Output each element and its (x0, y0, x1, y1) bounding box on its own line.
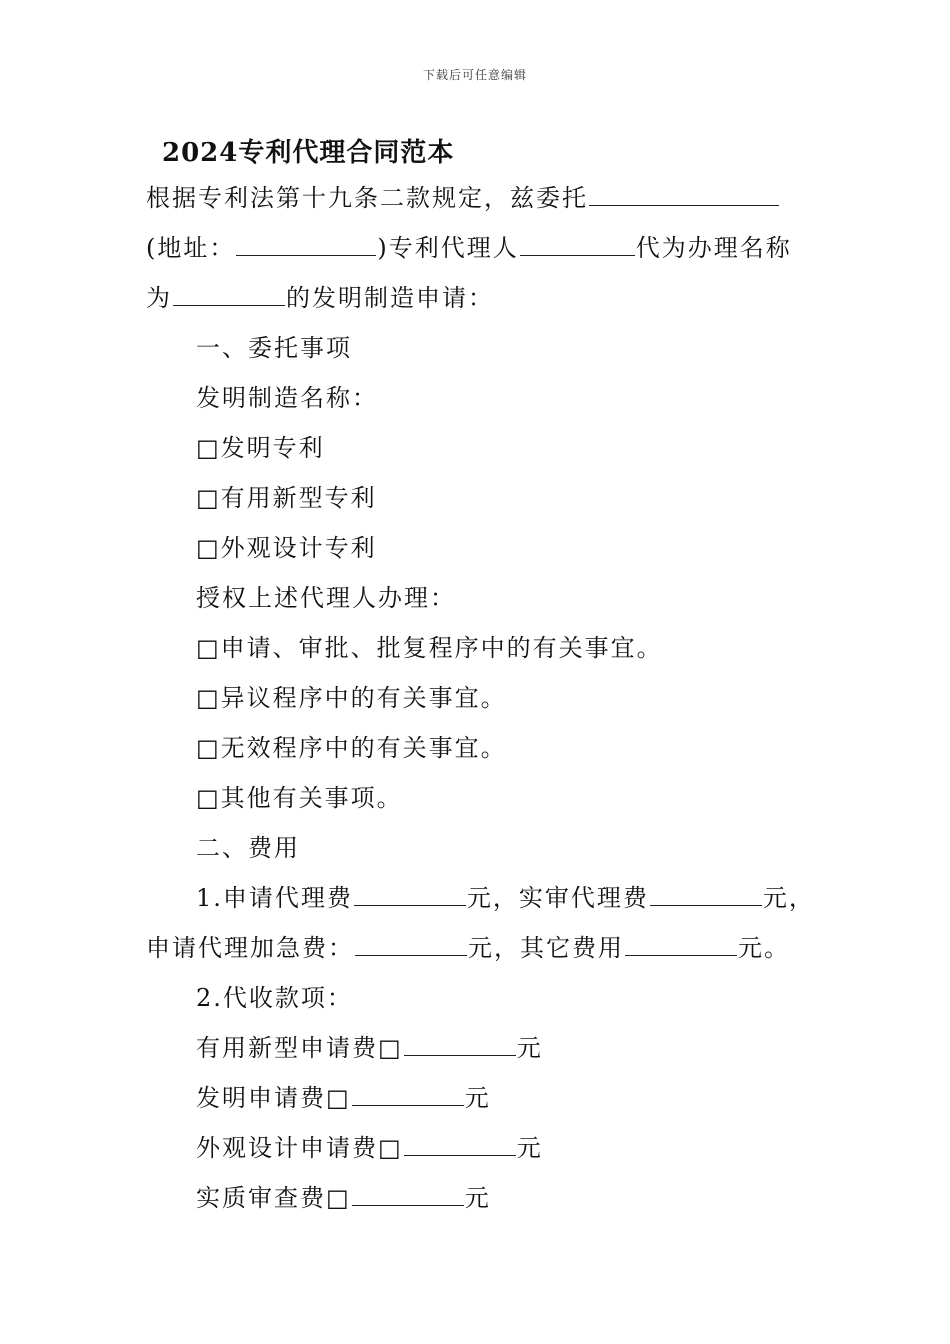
fee-line-2-end: 元。 (738, 934, 790, 962)
collect-item-unit: 元 (516, 1134, 543, 1162)
intro-text-1: 根据专利法第十九条二款规定，兹委托 (146, 184, 588, 212)
collect-item-blank[interactable] (404, 1033, 516, 1056)
section-2-heading: 二、费用 (196, 834, 300, 862)
collect-item-unit: 元 (464, 1084, 491, 1112)
matter-invalidation-checkbox[interactable]: □无效程序中的有关事宜。 (196, 734, 507, 762)
fee-line-2 (146, 932, 790, 964)
fee-line-1 (196, 882, 815, 914)
intro-line-1 (146, 182, 780, 214)
collect-item-label[interactable]: 外观设计申请费□ (196, 1134, 403, 1162)
exam-fee-blank[interactable] (650, 883, 762, 906)
type-design-checkbox[interactable]: □外观设计专利 (196, 534, 377, 562)
page-header: 下载后可任意编辑 (422, 68, 527, 82)
collect-item-label[interactable]: 发明申请费□ (196, 1084, 351, 1112)
collect-item-blank[interactable] (352, 1183, 464, 1206)
collect-item-substantive (196, 1182, 491, 1214)
document-title: 2024专利代理合同范本 (162, 138, 455, 168)
collect-label: 2.代收款项： (196, 984, 353, 1012)
type-invention-checkbox[interactable]: □发明专利 (196, 434, 325, 462)
entrust-party-blank[interactable] (589, 183, 779, 206)
urgent-fee-blank[interactable] (355, 933, 467, 956)
fee-line-1-end: 元， (762, 884, 815, 912)
matter-objection-checkbox[interactable]: □异议程序中的有关事宜。 (196, 684, 507, 712)
intro-text-2c: 代为办理名称 (635, 234, 792, 262)
address-blank[interactable] (236, 233, 376, 256)
intro-text-3b: 的发明制造申请： (286, 284, 494, 312)
matter-other-checkbox[interactable]: □其他有关事项。 (196, 784, 403, 812)
other-fee-blank[interactable] (625, 933, 737, 956)
type-utility-checkbox[interactable]: □有用新型专利 (196, 484, 377, 512)
collect-item-invention (196, 1082, 491, 1114)
collect-item-utility (196, 1032, 543, 1064)
invention-name-blank[interactable] (173, 283, 285, 306)
intro-text-3a: 为 (146, 284, 172, 312)
collect-item-unit: 元 (464, 1184, 491, 1212)
collect-item-design (196, 1132, 543, 1164)
application-fee-blank[interactable] (354, 883, 466, 906)
collect-item-label[interactable]: 有用新型申请费□ (196, 1034, 403, 1062)
urgent-fee-label: 申请代理加急费： (146, 934, 354, 962)
collect-item-blank[interactable] (352, 1083, 464, 1106)
intro-line-2 (146, 232, 792, 264)
intro-text-2a: (地址： (146, 234, 236, 262)
authorize-label: 授权上述代理人办理： (196, 584, 456, 612)
application-fee-label: 1.申请代理费 (196, 884, 353, 912)
collect-item-unit: 元 (516, 1034, 543, 1062)
intro-text-2b: )专利代理人 (377, 234, 519, 262)
matter-application-checkbox[interactable]: □申请、审批、批复程序中的有关事宜。 (196, 634, 663, 662)
exam-fee-label: 元，实审代理费 (466, 884, 649, 912)
intro-line-3 (146, 282, 494, 314)
agent-blank[interactable] (520, 233, 635, 256)
other-fee-label: 元，其它费用 (468, 934, 624, 962)
invention-name-label: 发明制造名称： (196, 384, 378, 412)
collect-item-label[interactable]: 实质审查费□ (196, 1184, 351, 1212)
section-1-heading: 一、委托事项 (196, 334, 352, 362)
collect-item-blank[interactable] (404, 1133, 516, 1156)
